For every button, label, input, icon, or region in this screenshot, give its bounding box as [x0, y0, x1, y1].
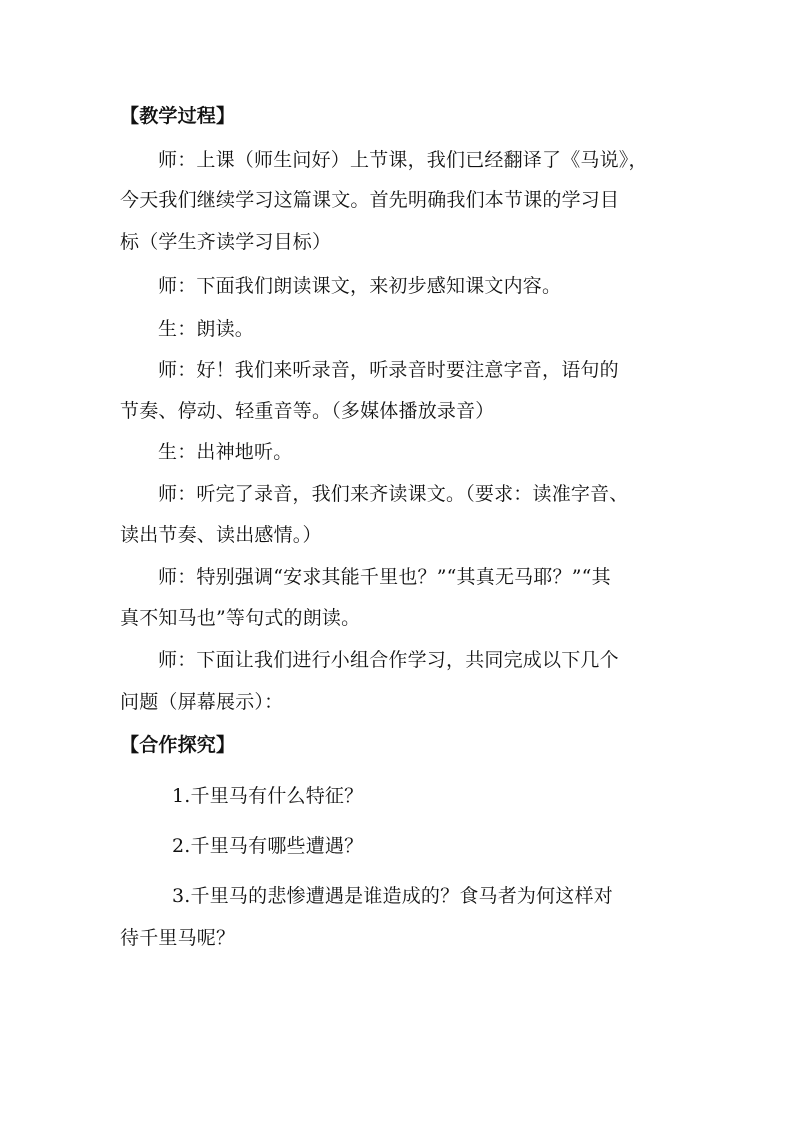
- paragraph-line: 真不知马也”等句式的朗读。: [120, 607, 361, 629]
- paragraph-line: 师：听完了录音，我们来齐读课文。（要求：读准字音、: [158, 483, 629, 505]
- paragraph-line: 标（学生齐读学习目标）: [120, 231, 332, 253]
- question-item: 待千里马呢？: [120, 927, 236, 949]
- paragraph-line: 师：上课（师生问好）上节课，我们已经翻译了《马说》，: [158, 149, 648, 171]
- paragraph-line: 生：朗读。: [158, 318, 255, 340]
- paragraph-line: 师：下面我们朗读课文，来初步感知课文内容。: [158, 275, 562, 297]
- paragraph-line: 问题（屏幕展示）：: [120, 691, 284, 713]
- question-item: 2.千里马有哪些遭遇？: [172, 835, 364, 857]
- paragraph-line: 读出节奏、读出感情。）: [120, 524, 322, 546]
- paragraph-line: 节奏、停动、轻重音等。（多媒体播放录音）: [120, 400, 495, 422]
- paragraph-line: 师：好！我们来听录音，听录音时要注意字音，语句的: [158, 359, 619, 381]
- paragraph-line: 师：特别强调“安求其能千里也？”“其真无马耶？”“其: [158, 566, 611, 588]
- paragraph-line: 生：出神地听。: [158, 441, 293, 463]
- paragraph-line: 师：下面让我们进行小组合作学习，共同完成以下几个: [158, 649, 619, 671]
- question-item: 1.千里马有什么特征？: [172, 785, 364, 807]
- paragraph-line: 今天我们继续学习这篇课文。首先明确我们本节课的学习目: [120, 189, 620, 211]
- section-heading-cooperative-inquiry: 【合作探究】: [120, 734, 236, 756]
- section-heading-teaching-process: 【教学过程】: [120, 105, 236, 127]
- question-item: 3.千里马的悲惨遭遇是谁造成的？食马者为何这样对: [172, 885, 613, 907]
